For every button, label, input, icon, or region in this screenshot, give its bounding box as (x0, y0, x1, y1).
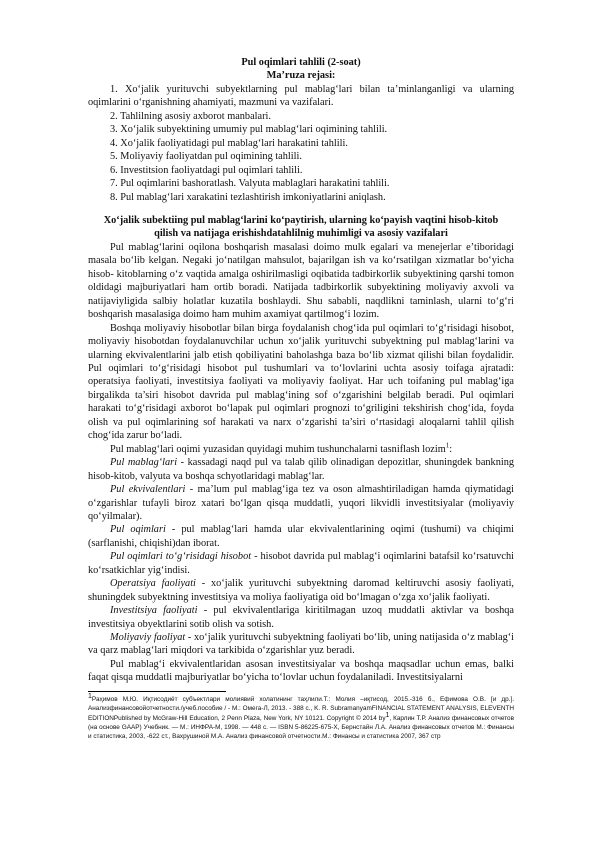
section-heading-line-2: qilish va natijaga erishishdatahlilnig muhimligi va asosiy vazifalari (154, 228, 448, 240)
definition-text: - xo‘jalik yurituvchi subyektning faoliyati bo‘lib, uning natijasida o‘z mablag‘i va qarz mablag‘lari miqdori va tarkibida o‘zgarishlar yuz beradi. (88, 632, 515, 657)
definition-text: - kassadagi naqd pul va talab qilib olinadigan depozitlar, shuningdek bankning hisob-kitob, valyuta va boshqa schyotlaridagi mablag‘lar. (88, 457, 514, 482)
paragraph-3 (88, 443, 514, 456)
plan-item-2: 2. Tahlilning asosiy axborot manbalari. (110, 110, 271, 122)
definition (88, 523, 514, 550)
plan-item-4: 4. Xo‘jalik faoliyatidagi pul mablag‘lari harakatini tahlili. (110, 137, 348, 149)
footnote-divider (88, 691, 226, 692)
paragraph-2: Boshqa moliyaviy hisobotlar bilan birga foydalanish chog‘ida pul oqimlari to‘g‘risidagi hisobot, moliyaviy hisobotdan foydalanuvchilar uchun xo‘jalik yurituvchi subyektning pul mablag‘larini va ularning ekvivalentlarini jalb etish qobiliyatini baholashga baza bo‘lib xizmat qilishi bilan foydalidir. Pul oqimlari to‘g‘risidagi hisobot pul tushumlari va to‘lovlarini uchta asosiy toifaga ajratadi: operatsiya faoliyati, investitsiya faoliyati va moliyaviy faoliyat. Har uch toifaning pul mablag‘iga birgalikda ta’siri hisobot davrida pul mablag‘ining sof o‘zgarishini belgilab beradi. Pul oqimlari harakati to‘g‘risidagi axborot bo‘lapak pul oqimlari prognozi to‘griligini tekshirish chog‘ida, foyda olish va pul oqimlarining sof harakati va narx o‘zgarishi ta’siri o‘rtasidagi aloqalarni tahlil qilish chog‘ida zarur bo‘ladi. (88, 322, 514, 442)
paragraph-last: Pul mablag‘i ekvivalentlaridan asosan investitsiyalar va boshqa maqsadlar uchun emas, balki faqat qisqa muddatli majburiyatlar bo‘yicha to‘lovlar uchun foydalaniladi. Investitsiyalarni (88, 658, 514, 684)
definition (88, 550, 514, 577)
paragraph-3-text: Pul mablag‘lari oqimi yuzasidan quyidagi muhim tushunchalarni tasniflash lozim (110, 443, 446, 455)
section-heading-line-1: Xo‘jalik subektiing pul mablag‘larini ko‘paytirish, ularning ko‘payish vaqtini hisob-kitob (103, 214, 499, 226)
definition (88, 604, 514, 631)
definition-text: - hisobot davrida pul mablag‘i oqimlarini batafsil ko‘rsatuvchi ko‘rsatkichlar yig‘indisi. (88, 551, 514, 576)
definition-term: Investitsiya faoliyati (110, 605, 198, 617)
definition (88, 456, 514, 483)
footnote-text-cont: , Карлин Т.Р. Анализ финансовых отчетов (на основе GAAP) Учебник. — М.: ИНФРА-М, 1998. — 448 с. — ISBN 5-86225-675-X, Бернстайн Л.А. Анализ финансовых отчетов М.: Финансы и статистика, 2003, -622 ст., Вахрушиной М.А. Анализ финансовой отчетности.М.: Финансы и статистика 2007, 367 стр (88, 714, 514, 741)
plan-item-8: 8. Pul mablag‘lari xarakatini tezlashtirish imkoniyatlarini aniqlash. (110, 191, 386, 203)
plan-item-5: 5. Moliyaviy faoliyatdan pul oqimining tahlili. (110, 151, 302, 163)
paragraph-1: Pul mablag‘larini oqilona boshqarish masalasi doimo mulk egalari va menejerlar e’tiboridagi masala bo‘lib kelgan. Negaki jo‘natilgan mahsulot, bajarilgan ish va ko‘rsatilgan xizmatlar bo‘yicha hisob- kitoblarning o‘z vaqtida amalga oshirilmasligi oqibatida tadbirkorlik subyektining qarshi tomon oldidagi majburiyatlari ham ortib boradi. Natijada tadbirkorlik subyektining moliyaviy axvoli va natijaviyligida salbiy holatlar kuzatila boshlaydi. Shu sababli, naqdlikni taminlash, ularni to‘g‘ri boshqarish masalasiga doimo ham muhim axamiyat qartilmog‘i lozim. (88, 241, 514, 321)
definition (88, 631, 514, 658)
footnote (88, 692, 514, 742)
definition-text: - xo‘jalik yurituvchi subyektning daromad keltiruvchi asosiy faoliyati, shuningdek subyektning investitsiya va moliya faoliyatiga oid bo‘lmagan o‘zga xo‘jalik faoliyati. (88, 578, 515, 603)
document-title: Pul oqimlari tahlili (2-soat) (241, 57, 361, 68)
footnote-ref: 1 (445, 441, 450, 450)
definition (88, 577, 514, 604)
definition-term: Pul oqimlari to‘g‘risidagi hisobot (110, 551, 252, 563)
definition-text: - pul ekvivalentlariga kiritilmagan uzoq muddatli aktivlar va boshqa investitsiya obyektlarini sotib olish va sotish. (88, 605, 515, 630)
definition-term: Pul oqimlari (110, 524, 166, 536)
paragraph-3-end: : (449, 443, 453, 455)
footnote-marker: 1 (88, 692, 92, 700)
definition (88, 483, 514, 523)
definition-term: Pul mablag‘lari (110, 457, 178, 469)
plan-item-6: 6. Investitsion faoliyatdagi pul oqimlari tahlili. (110, 164, 303, 176)
definition-term: Moliyaviy faoliyat (110, 632, 186, 644)
definition-text: - pul mablag‘lari hamda ular ekvivalentlarining oqimi (tushumi) va chiqimi (sarflanishi, chiqishi)dan iborat. (88, 524, 514, 549)
plan-item-7: 7. Pul oqimlarini bashoratlash. Valyuta mablaglari harakatini tahlili. (110, 178, 390, 190)
definition-term: Pul ekvivalentlari (110, 484, 186, 496)
footnote-inline-sup: 1 (385, 711, 390, 719)
plan-item-1: 1. Xo‘jalik yurituvchi subyektlarning pul mablag‘lari bilan ta’minlanganligi va ularning oqimlarini o‘rganishning ahamiyati, mazmuni va vazifalari. (88, 83, 514, 109)
definition-term: Operatsiya faoliyati (110, 578, 196, 590)
plan-title: Ma’ruza rejasi: (266, 70, 336, 82)
document-page (88, 56, 514, 742)
footnote-text: Раҳимов М.Ю. Иқтисодиёт субъектлари молиявий холатининг таҳлили.Т.: Молия –иқтисод, 2015.-316 б., Ефимова О.В. [и др.]. Анализфинансовойотчетности./учеб.пособие / - М.: Омега-Л, 2013. - 388 с., K. R. SubramanyamFINANCIAL STATEMENT ANALYSIS, ELEVENTH EDITIONPublished by McGraw-Hill Education, 2 Penn Plaza, New York, NY 10121. Copyright © 2014 by (88, 695, 514, 722)
spacer (88, 204, 514, 212)
plan-item-3: 3. Xo‘jalik subyektining umumiy pul mablag‘lari oqimining tahlili. (110, 124, 388, 136)
definition-text: - ma’lum pul mablag‘iga tez va oson almashtiriladigan hamda qiymatidagi o‘zgarishlar tufayli biroz xatari bo‘lgan qisqa muddatli, yuqori likvidli investitsiyalar (moliyaviy qo‘yilmalar). (88, 484, 515, 522)
section-heading (88, 214, 514, 241)
